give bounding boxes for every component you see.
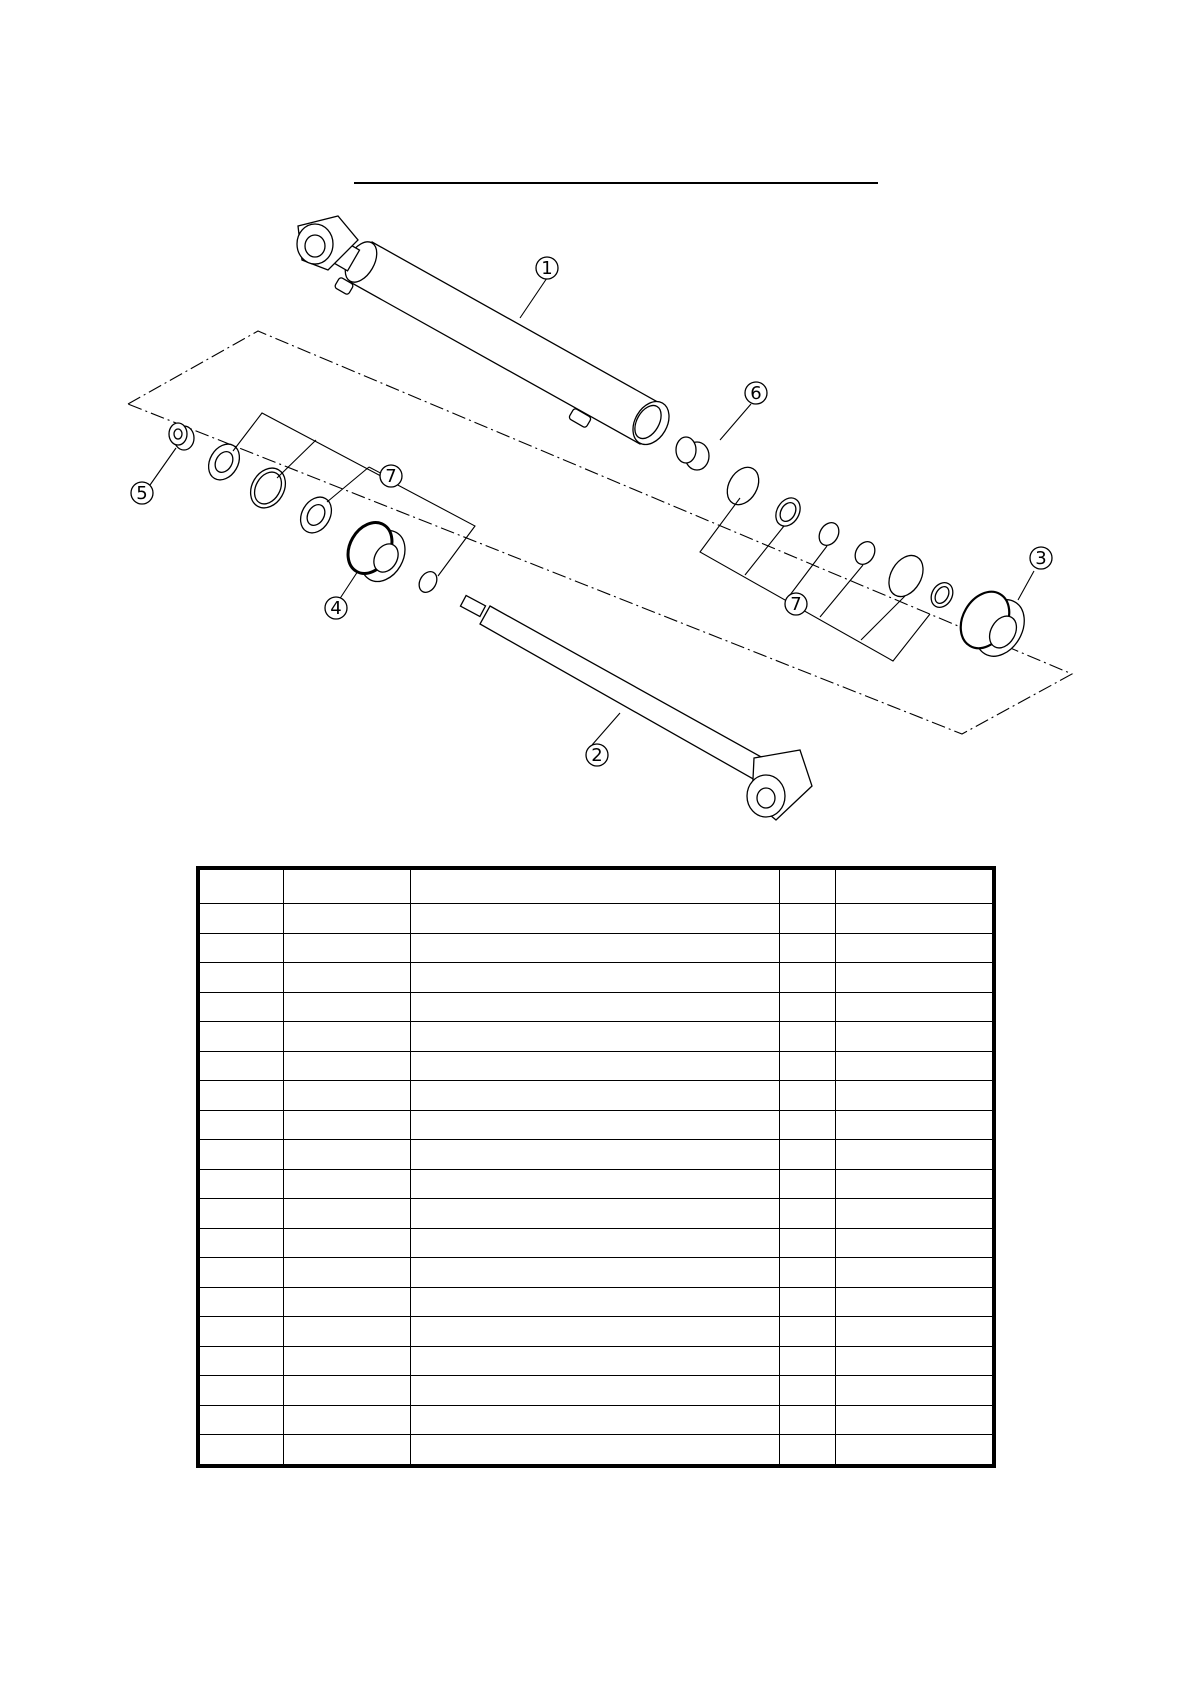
table-cell [284,1081,411,1111]
table-cell [836,1435,994,1466]
barrel-part [297,216,676,451]
table-cell [198,1376,284,1406]
balloon-7a [380,465,402,487]
table-row [198,1199,994,1229]
table-cell [779,1317,836,1347]
table-cell [779,1110,836,1140]
table-cell [198,1051,284,1081]
table-row [198,1110,994,1140]
table-cell [284,1317,411,1347]
seal-set-right [721,462,957,612]
table-cell [284,1051,411,1081]
table-cell [284,1287,411,1317]
balloon-6 [745,382,767,404]
table-row [198,992,994,1022]
table-cell [198,933,284,963]
table-row [198,1022,994,1052]
table-cell [198,1258,284,1288]
table-cell [284,1199,411,1229]
table-header-row [198,868,994,904]
table-cell [836,1199,994,1229]
table-cell [779,1376,836,1406]
balloon-2 [586,744,608,766]
table-cell [198,1081,284,1111]
table-cell [284,1169,411,1199]
table-cell [411,1110,779,1140]
table-row [198,1287,994,1317]
table-cell [411,1081,779,1111]
table-cell [779,1081,836,1111]
table-cell [411,963,779,993]
table-cell [198,1317,284,1347]
table-row [198,1405,994,1435]
table-cell [779,992,836,1022]
table-cell [284,1022,411,1052]
table-cell [779,1228,836,1258]
table-cell [411,1228,779,1258]
table-row [198,1435,994,1466]
table-cell [836,1228,994,1258]
table-cell [836,1169,994,1199]
table-cell [411,1435,779,1466]
table-cell [411,1376,779,1406]
table-cell [779,1258,836,1288]
table-cell [836,1405,994,1435]
table-cell [284,992,411,1022]
svg-text:3: 3 [1035,548,1047,569]
balloon-3 [1030,547,1052,569]
table-row [198,963,994,993]
balloon-5 [131,482,153,504]
table-cell [779,1405,836,1435]
table-cell [198,1287,284,1317]
header-cell [284,868,411,904]
table-cell [411,1140,779,1170]
table-cell [198,1022,284,1052]
table-cell [779,1022,836,1052]
parts-table [196,866,996,1468]
table-cell [411,1169,779,1199]
table-cell [411,1022,779,1052]
table-cell [198,1110,284,1140]
table-cell [198,1199,284,1229]
table-cell [198,1435,284,1466]
table-cell [836,904,994,934]
table-cell [836,1110,994,1140]
table-cell [411,1405,779,1435]
table-cell [779,1169,836,1199]
parts-list [196,866,996,1468]
table-row [198,904,994,934]
table-cell [198,1405,284,1435]
table-row [198,1228,994,1258]
table-cell [411,1258,779,1288]
table-cell [284,1405,411,1435]
table-cell [284,933,411,963]
table-cell [198,1140,284,1170]
table-cell [779,1199,836,1229]
table-cell [836,933,994,963]
table-cell [411,992,779,1022]
table-cell [198,1228,284,1258]
bushing-part [676,437,709,470]
nut-part [169,423,194,450]
table-row [198,1317,994,1347]
table-cell [284,1346,411,1376]
table-cell [779,904,836,934]
seal-set-left [202,439,440,596]
table-cell [411,1287,779,1317]
table-cell [411,1317,779,1347]
table-cell [836,1051,994,1081]
table-cell [284,1258,411,1288]
table-cell [836,992,994,1022]
table-row [198,1258,994,1288]
table-cell [284,904,411,934]
svg-text:7: 7 [385,466,397,487]
balloon-1 [536,257,558,279]
table-cell [779,1287,836,1317]
table-cell [411,1199,779,1229]
svg-text:6: 6 [750,383,762,404]
table-cell [779,1140,836,1170]
table-cell [836,1317,994,1347]
piston-part [339,515,414,590]
table-cell [779,963,836,993]
table-cell [836,963,994,993]
table-row [198,1169,994,1199]
table-cell [198,904,284,934]
table-cell [779,1346,836,1376]
table-cell [411,1346,779,1376]
table-cell [411,904,779,934]
table-cell [411,1051,779,1081]
svg-text:7: 7 [790,594,802,615]
table-cell [836,1140,994,1170]
table-cell [836,1022,994,1052]
table-cell [198,1346,284,1376]
table-cell [284,1435,411,1466]
table-cell [284,963,411,993]
table-cell [836,1081,994,1111]
table-cell [836,1346,994,1376]
table-cell [198,1169,284,1199]
table-row [198,933,994,963]
table-cell [836,1287,994,1317]
table-cell [411,933,779,963]
balloon-4 [325,597,347,619]
table-row [198,1051,994,1081]
table-cell [284,1228,411,1258]
rod-part [460,596,812,820]
table-row [198,1081,994,1111]
balloon-7b [785,593,807,615]
svg-text:1: 1 [541,258,553,279]
table-cell [836,1258,994,1288]
table-cell [779,1435,836,1466]
table-row [198,1376,994,1406]
header-cell [836,868,994,904]
table-cell [836,1376,994,1406]
table-cell [284,1376,411,1406]
gland-part [951,583,1034,665]
table-row [198,1346,994,1376]
table-cell [779,1051,836,1081]
table-cell [284,1110,411,1140]
table-cell [198,992,284,1022]
table-cell [284,1140,411,1170]
svg-text:4: 4 [330,598,342,619]
header-cell [198,868,284,904]
table-row [198,1140,994,1170]
header-cell [411,868,779,904]
svg-text:5: 5 [136,483,148,504]
table-cell [198,963,284,993]
header-cell [779,868,836,904]
svg-text:2: 2 [591,745,603,766]
table-cell [779,933,836,963]
